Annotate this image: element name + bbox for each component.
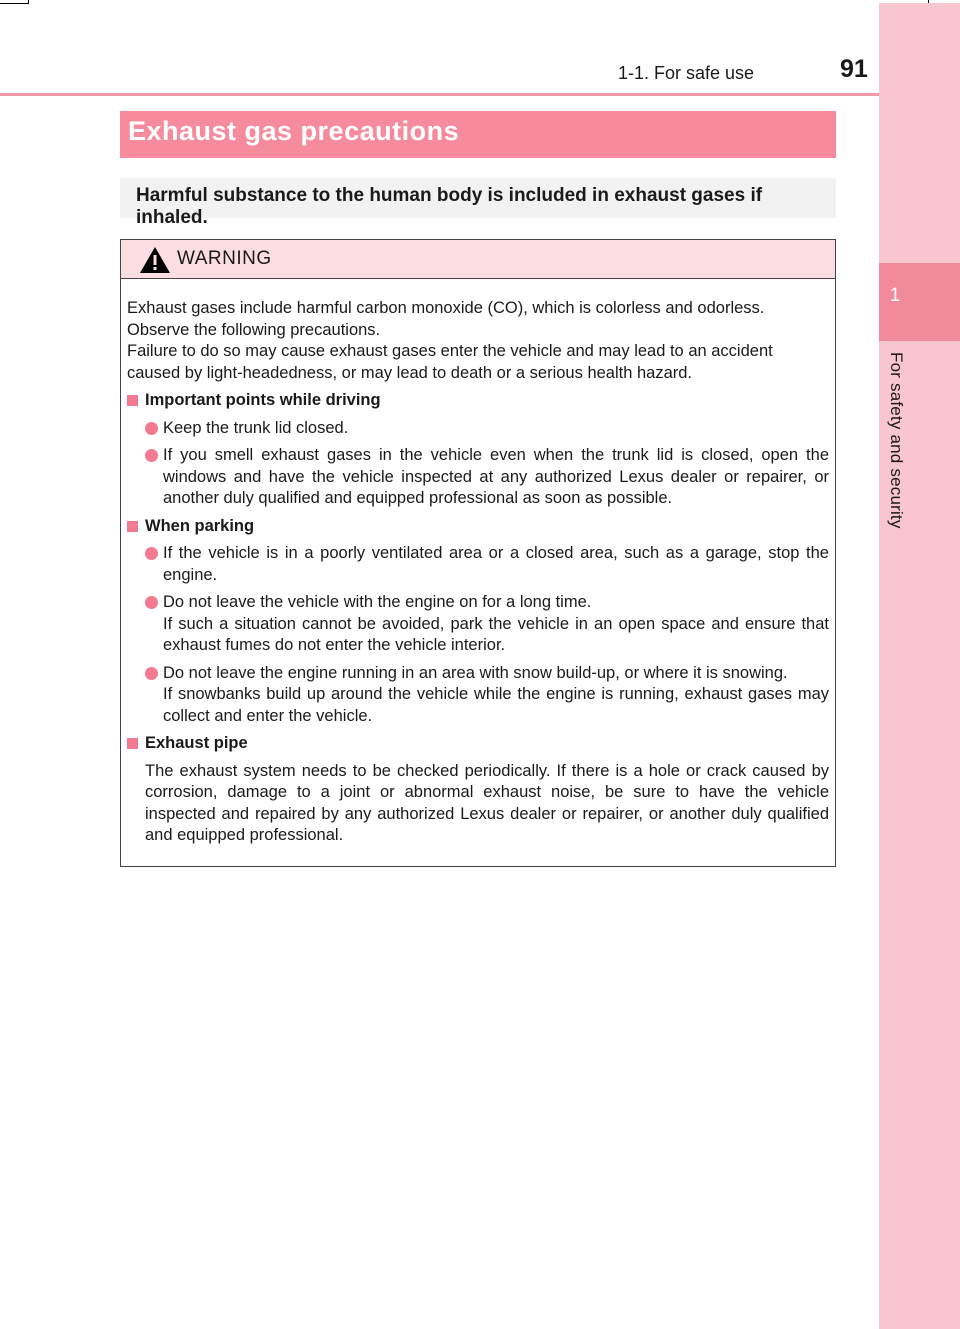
section-heading (127, 733, 829, 755)
summary-text: Harmful substance to the human body is included in exhaust gases if inhaled. (136, 185, 763, 228)
page-title: Exhaust gas precautions (128, 116, 460, 146)
list-item-text: Keep the trunk lid closed. (163, 418, 349, 437)
section-heading (127, 516, 829, 538)
list-item (127, 663, 829, 728)
warning-box (120, 239, 836, 867)
list-item-text: Do not leave the vehicle with the engine on for a long time. (163, 593, 592, 611)
section-paragraph (127, 761, 829, 847)
warning-triangle-icon (139, 246, 171, 274)
chapter-number-box (879, 263, 960, 341)
list-item-text: If such a situation cannot be avoided, park the vehicle in an open space and ensure that exhaust fumes do not enter the vehicle interior. (163, 614, 829, 654)
warning-label: WARNING (177, 248, 272, 269)
list-item (127, 543, 829, 586)
intro-line: Exhaust gases include harmful carbon monoxide (CO), which is colorless and odorless. (127, 299, 765, 317)
warning-body (127, 298, 829, 847)
crop-mark (28, 0, 29, 4)
intro-line: Observe the following precautions. (127, 320, 381, 339)
section-heading (127, 390, 829, 412)
list-item (127, 445, 829, 510)
round-bullet-icon (145, 449, 158, 462)
list-item (127, 592, 829, 657)
section-heading-text: Important points while driving (145, 391, 381, 409)
crop-mark (0, 3, 28, 4)
section-header: 1-1. For safe use (618, 63, 755, 83)
page-number: 91 (840, 55, 868, 83)
paragraph-text: The exhaust system needs to be checked periodically. If there is a hole or crack caused by corrosion, damage to a joint or abnormal exhaust noise, be sure to have the vehicle inspected and repaired by any authorized Lexus dealer or repairer, or another duly qualified and equipped professional. (145, 761, 829, 844)
header-divider (0, 93, 879, 96)
chapter-number: 1 (889, 285, 901, 306)
warning-header (121, 240, 835, 279)
square-bullet-icon (127, 521, 138, 532)
round-bullet-icon (145, 667, 158, 680)
list-item-text: If snowbanks build up around the vehicle while the engine is running, exhaust gases may collect and enter the vehicle. (163, 685, 829, 725)
chapter-side-tab (879, 3, 960, 1329)
round-bullet-icon (145, 596, 158, 609)
section-heading-text: Exhaust pipe (145, 734, 248, 752)
round-bullet-icon (145, 547, 158, 560)
warning-intro (127, 298, 829, 384)
list-item-text: If you smell exhaust gases in the vehicle even when the trunk lid is closed, open the windows and have the vehicle inspected at any authorized Lexus dealer or repairer, or another duly qualified and equipped professional as soon as possible. (163, 446, 829, 507)
list-item-text: Do not leave the engine running in an area with snow build-up, or where it is snowing. (163, 663, 788, 682)
summary-box (120, 178, 836, 228)
list-item-text: If the vehicle is in a poorly ventilated area or a closed area, such as a garage, stop the engine. (163, 544, 829, 584)
round-bullet-icon (145, 422, 158, 435)
square-bullet-icon (127, 395, 138, 406)
page-title-bar (120, 111, 836, 158)
intro-line: Failure to do so may cause exhaust gases enter the vehicle and may lead to an accident caused by light-headedness, or may lead to death or a serious health hazard. (127, 342, 773, 382)
square-bullet-icon (127, 738, 138, 749)
list-item (127, 418, 829, 440)
chapter-title: For safety and security (887, 352, 906, 529)
section-heading-text: When parking (145, 516, 255, 535)
